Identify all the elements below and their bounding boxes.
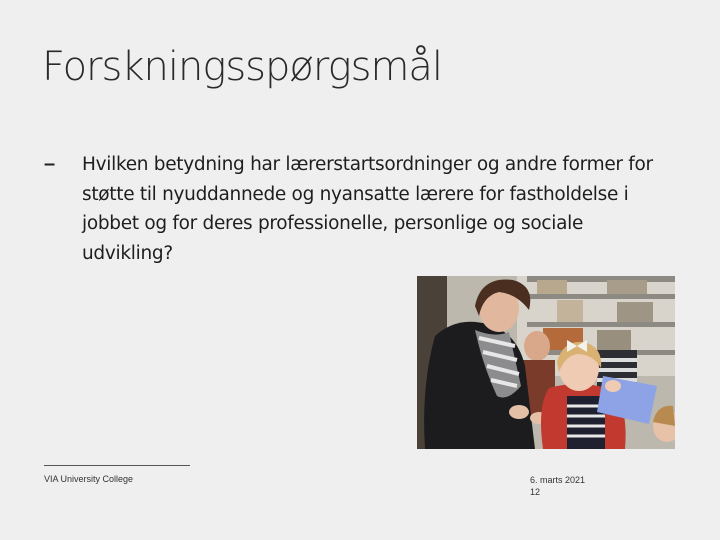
footer-date: 6. marts 2021 [530, 475, 586, 485]
footer-organization: VIA University College [44, 474, 134, 484]
footer-divider [44, 465, 190, 466]
research-question-text: Hvilken betydning har lærerstartsordninger og andre former for støtte til nyuddannede og nyansatte lærere for fastholdelse i jobbet og for deres professionelle, personlige og sociale udvikling? [82, 154, 653, 264]
bullet-marker: – [44, 153, 56, 175]
footer-page-number: 12 [530, 487, 541, 497]
slide-title: Forskningsspørgsmål [42, 44, 443, 90]
classroom-photo [417, 276, 675, 449]
bullet-item [44, 150, 664, 268]
